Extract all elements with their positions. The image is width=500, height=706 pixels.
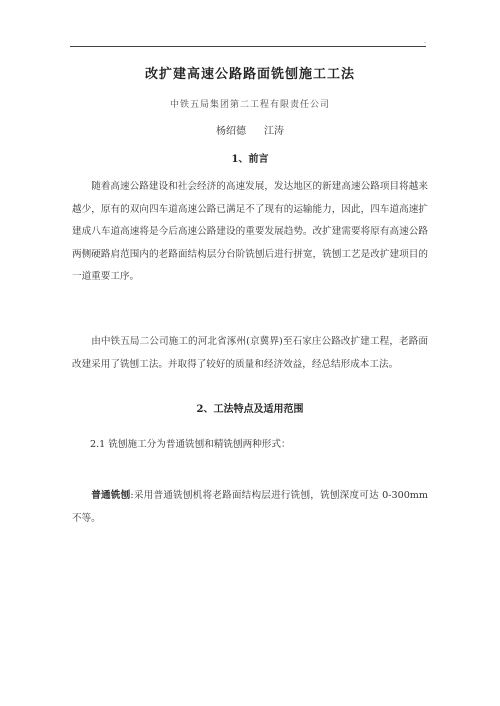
item-text: :采用普通铣刨机将老路面结构层进行铣刨，铣刨深度可达 0-300mm 不等。 [72,490,429,524]
paragraph: 由中铁五局二公司施工的河北省涿州(京冀界)至石家庄公路改扩建工程，老路面改建采用了铣刨工法。并取得了较好的质量和经济效益，经总结形成本工法。 [72,336,428,370]
item-lead: 普通铣刨 [91,490,131,501]
document-title: 改扩建高速公路路面铣刨施工工法 [144,67,355,82]
header-rule [70,46,426,47]
paragraph: 随着高速公路建设和社会经济的高速发展，发达地区的新建高速公路项目将越来越少，原有的双向四车道高速公路已满足不了现有的运输能力，因此，四车道高速扩建成八车道高速将是今后高速公路建设的重要发展趋势。改扩建需要将原有高速公路两侧硬路肩范围内的老路面结构层分台阶铣刨后进行拼宽，铣刨工艺是改扩建项目的一道重要工序。 [72,181,428,282]
authors-line [0,122,500,137]
author-name: 江涛 [264,126,284,137]
section-heading: 1、前言 [231,154,269,165]
author-name: 杨绍德 [216,126,246,137]
section-heading: 2、工法特点及适用范围 [196,404,304,415]
organization-name: 中铁五局集团第二工程有限责任公司 [169,100,330,110]
paragraph [72,485,428,530]
header-mark: . [424,38,426,45]
paragraph: 2.1 铣刨施工分为普通铣刨和精铣刨两种形式： [90,439,291,450]
